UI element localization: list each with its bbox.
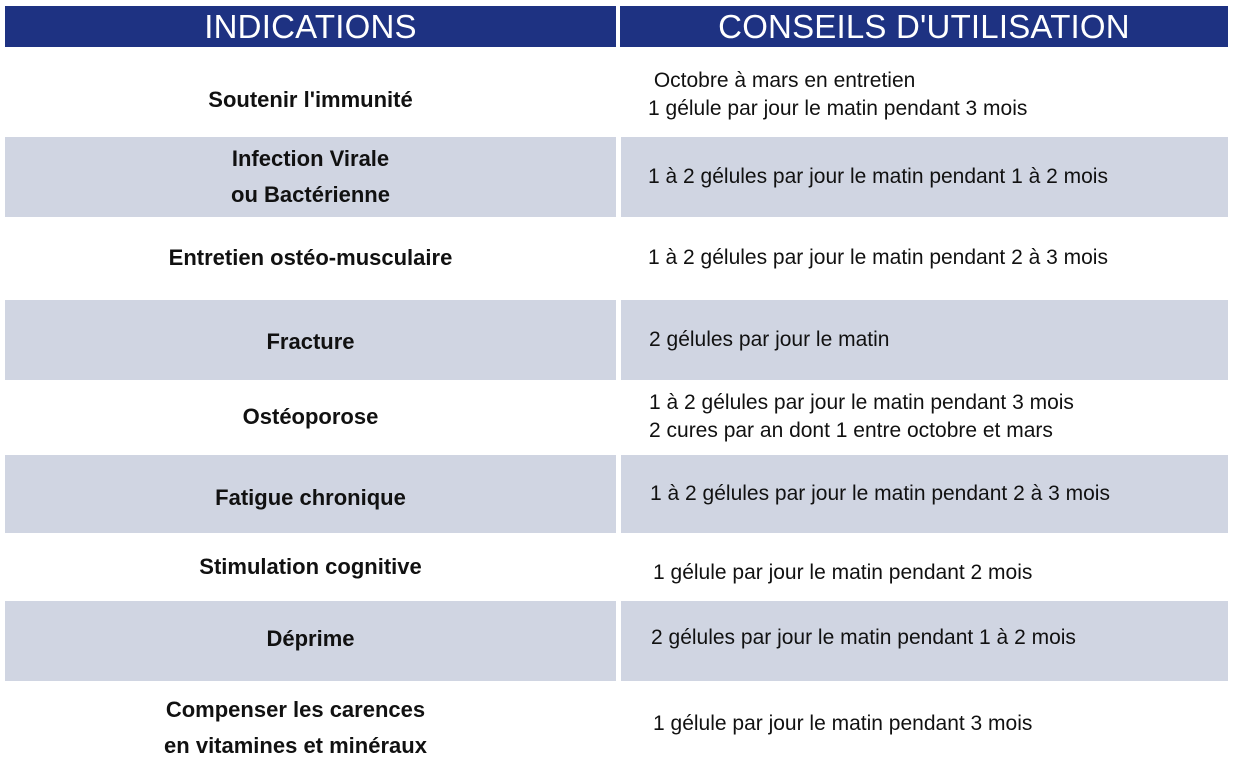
indication-cell xyxy=(5,381,616,453)
conseil-cell xyxy=(624,218,1228,300)
conseil-cell xyxy=(624,58,1228,136)
indication-cell xyxy=(5,535,616,601)
indication-cell xyxy=(5,682,616,770)
indication-text: Soutenir l'immunité xyxy=(208,87,413,112)
indication-cell xyxy=(5,455,616,533)
table-row xyxy=(0,300,1234,380)
indication-text: Compenser les carences xyxy=(165,697,426,722)
conseil-cell xyxy=(624,682,1228,770)
table-row xyxy=(0,682,1234,770)
table-row xyxy=(0,455,1234,533)
conseil-text: 1 gélule par jour le matin pendant 3 mois xyxy=(648,97,1028,120)
indication-text: ou Bactérienne xyxy=(231,182,390,207)
conseil-text: 1 à 2 gélules par jour le matin pendant 2 à 3 mois xyxy=(650,482,1110,505)
indication-text: Entretien ostéo-musculaire xyxy=(168,245,453,270)
conseil-text: 1 gélule par jour le matin pendant 3 mois xyxy=(653,712,1033,735)
indication-cell xyxy=(5,300,616,380)
conseil-text: 2 gélules par jour le matin pendant 1 à 2 mois xyxy=(651,626,1076,649)
indication-text: Fracture xyxy=(266,329,355,354)
conseil-cell xyxy=(621,601,1228,681)
conseil-cell xyxy=(624,535,1228,601)
table-row xyxy=(0,601,1234,681)
indication-cell xyxy=(5,58,616,136)
table-row xyxy=(0,58,1234,136)
table-row xyxy=(0,137,1234,217)
indication-cell xyxy=(5,218,616,300)
conseil-cell xyxy=(624,381,1228,453)
conseil-text: 1 gélule par jour le matin pendant 2 mois xyxy=(653,561,1033,584)
conseil-text: 2 gélules par jour le matin xyxy=(649,328,890,351)
indication-text: en vitamines et minéraux xyxy=(164,733,427,758)
indication-cell xyxy=(5,601,616,681)
conseil-cell xyxy=(621,455,1228,533)
indication-text: Déprime xyxy=(266,626,355,651)
header-indications: INDICATIONS xyxy=(5,6,616,47)
indication-cell xyxy=(5,137,616,217)
header-conseils: CONSEILS D'UTILISATION xyxy=(620,6,1228,47)
indication-text: Fatigue chronique xyxy=(215,485,406,510)
conseil-cell xyxy=(621,300,1228,380)
indication-text: Infection Virale xyxy=(231,146,390,171)
conseil-text: 2 cures par an dont 1 entre octobre et mars xyxy=(649,419,1053,442)
table-row xyxy=(0,535,1234,601)
conseil-cell xyxy=(621,137,1228,217)
conseil-text: Octobre à mars en entretien xyxy=(648,69,916,92)
table-row xyxy=(0,218,1234,300)
indication-text: Ostéoporose xyxy=(242,404,379,429)
conseil-text: 1 à 2 gélules par jour le matin pendant 3 mois xyxy=(649,391,1074,414)
indication-text: Stimulation cognitive xyxy=(199,554,422,579)
conseil-text: 1 à 2 gélules par jour le matin pendant 1 à 2 mois xyxy=(648,165,1108,188)
table-row xyxy=(0,381,1234,453)
conseil-text: 1 à 2 gélules par jour le matin pendant 2 à 3 mois xyxy=(648,246,1108,269)
